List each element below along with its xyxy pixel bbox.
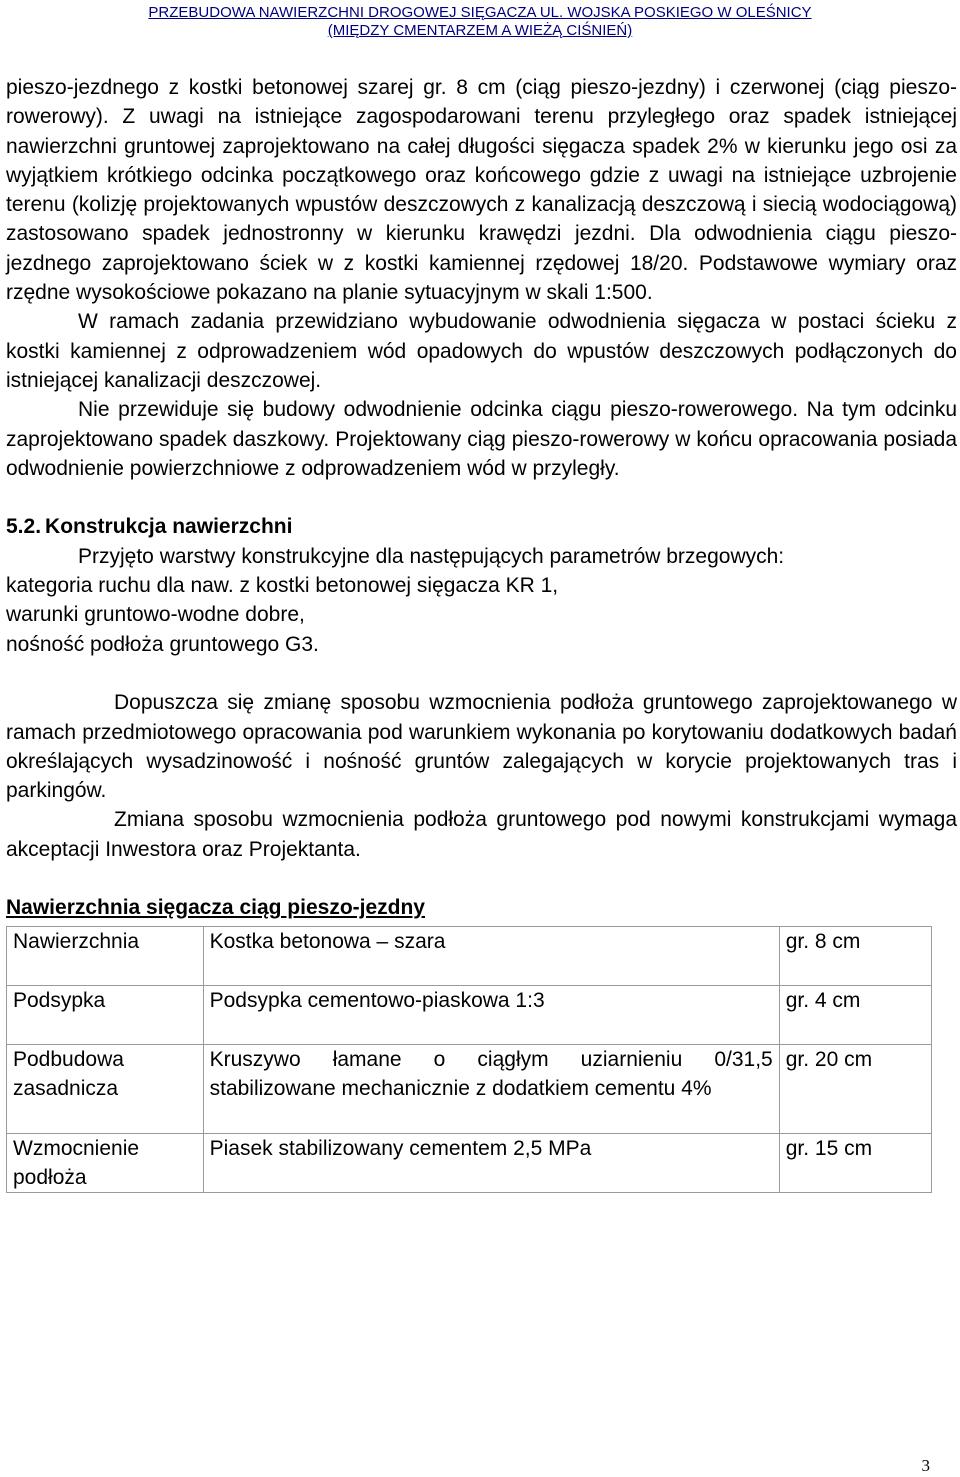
spacer bbox=[6, 483, 957, 512]
spacer bbox=[6, 659, 957, 688]
table-row bbox=[7, 1044, 932, 1133]
param-bearing-capacity: nośność podłoża gruntowego G3. bbox=[6, 632, 319, 656]
section-heading bbox=[6, 512, 957, 541]
layer-material: Piasek stabilizowany cementem 2,5 MPa bbox=[203, 1133, 779, 1193]
paragraph-drainage-scope: W ramach zadania przewidziano wybudowanie odwodnienia sięgacza w postaci ścieku z kostki kamiennej z odprowadzeniem wód opadowych do wpustów deszczowych podłączonych do istniejącej kanalizacji deszczowej. bbox=[6, 310, 957, 392]
layer-thickness: gr. 8 cm bbox=[779, 926, 931, 985]
pavement-layers-table bbox=[6, 926, 932, 1194]
header-line-1: PRZEBUDOWA NAWIERZCHNI DROGOWEJ SIĘGACZA UL. WOJSKA POSKIEGO W OLEŚNICY bbox=[148, 4, 812, 21]
paragraph-approval: Zmiana sposobu wzmocnienia podłoża gruntowego pod nowymi konstrukcjami wymaga akceptacji Inwestora oraz Projektanta. bbox=[6, 808, 957, 861]
header-line-2: (MIĘDZY CMENTARZEM A WIEŻĄ CIŚNIEŃ) bbox=[327, 22, 633, 39]
layer-material: Kruszywo łamane o ciągłym uziarnieniu 0/31,5 stabilizowane mechanicznie z dodatkiem cementu 4% bbox=[203, 1044, 779, 1133]
paragraph-subgrade-change: Dopuszcza się zmianę sposobu wzmocnienia podłoża gruntowego zaprojektowanego w ramach przedmiotowego opracowania pod warunkiem wykonania po korytowaniu dodatkowych badań określających wysadzinowość i nośność gruntów zalegających w korycie projektowanych tras i parkingów. bbox=[6, 691, 957, 803]
paragraph-drainage-slope: pieszo-jezdnego z kostki betonowej szarej gr. 8 cm (ciąg pieszo-jezdny) i czerwonej (ciąg pieszo-rowerowy). Z uwagi na istniejące zagospodarowani terenu przyległego oraz spadek istniejącej nawierzchni gruntowej zaprojektowano na całej długości sięgacza spadek 2% w kierunku jego osi za wyjątkiem krótkiego odcinka początkowego oraz końcowego gdzie z uwagi na istniejące uzbrojenie terenu (kolizję projektowanych wpustów deszczowych z kanalizacją deszczową i siecią wodociągową) zastosowano spadek jednostronny w kierunku krawędzi jezdni. Dla odwodnienia ciągu pieszo-jezdnego zaprojektowano ściek w z kostki kamiennej rzędowej 18/20. Podstawowe wymiary oraz rzędne wysokościowe pokazano na planie sytuacyjnym w skali 1:500. bbox=[6, 76, 957, 305]
document-body bbox=[6, 73, 957, 1193]
layer-thickness: gr. 4 cm bbox=[779, 985, 931, 1044]
layer-name: Wzmocnienie podłoża bbox=[7, 1133, 204, 1193]
page-number: 3 bbox=[921, 1456, 930, 1475]
section-title: Konstrukcja nawierzchni bbox=[45, 515, 293, 539]
table-title: Nawierzchnia sięgacza ciąg pieszo-jezdny bbox=[6, 896, 425, 920]
section-number: 5.2. bbox=[6, 515, 42, 539]
table-row bbox=[7, 926, 932, 985]
section-intro: Przyjęto warstwy konstrukcyjne dla następujących parametrów brzegowych: bbox=[78, 544, 785, 568]
table-row bbox=[7, 985, 932, 1044]
param-ground-water: warunki gruntowo-wodne dobre, bbox=[6, 603, 305, 627]
table-row bbox=[7, 1133, 932, 1193]
layer-name: Podbudowa zasadnicza bbox=[7, 1044, 204, 1133]
layer-name: Nawierzchnia bbox=[7, 926, 204, 985]
page-header bbox=[0, 4, 960, 40]
layer-thickness: gr. 15 cm bbox=[779, 1133, 931, 1193]
paragraph-bike-path-drainage: Nie przewiduje się budowy odwodnienie odcinka ciągu pieszo-rowerowego. Na tym odcinku zaprojektowano spadek daszkowy. Projektowany ciąg pieszo-rowerowy w końcu opracowania posiada odwodnienie powierzchniowe z odprowadzeniem wód w przyległy. bbox=[6, 398, 957, 480]
layer-name: Podsypka bbox=[7, 985, 204, 1044]
layer-thickness: gr. 20 cm bbox=[779, 1044, 931, 1133]
layer-material: Podsypka cementowo-piaskowa 1:3 bbox=[203, 985, 779, 1044]
layer-material: Kostka betonowa – szara bbox=[203, 926, 779, 985]
spacer bbox=[6, 864, 957, 893]
param-traffic-category: kategoria ruchu dla naw. z kostki betonowej sięgacza KR 1, bbox=[6, 574, 559, 598]
